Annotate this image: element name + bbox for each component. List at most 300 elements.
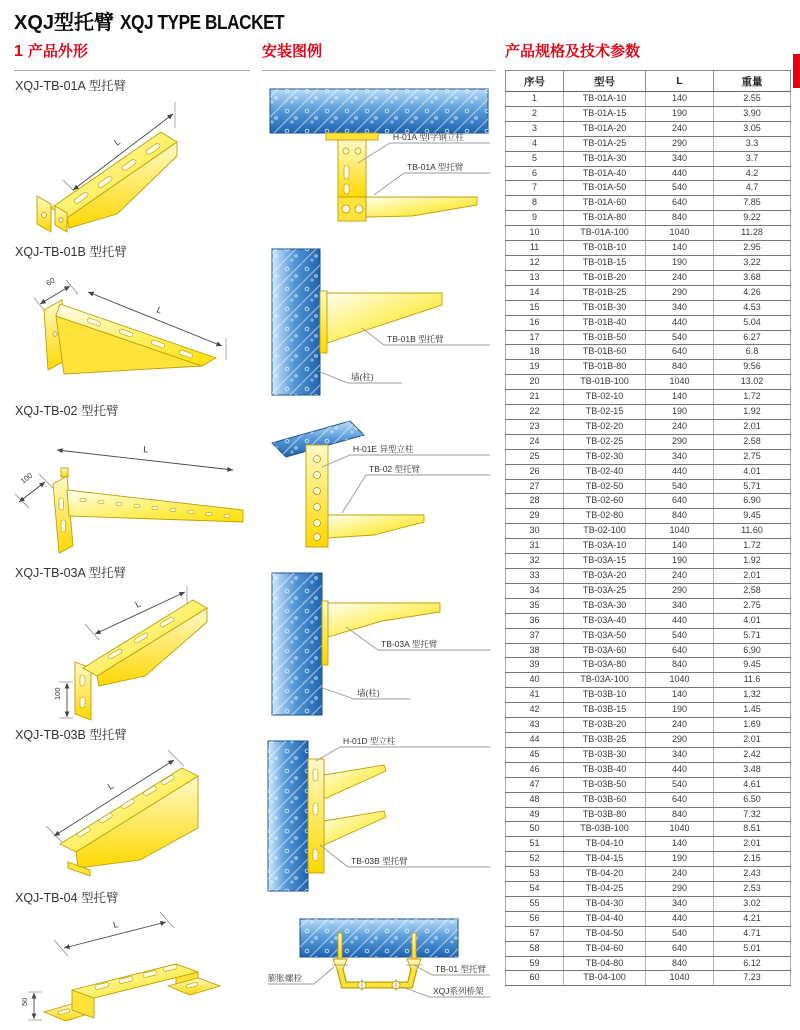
table-cell: 11.28 (714, 226, 791, 241)
table-cell: TB-03A-80 (564, 658, 646, 673)
table-row (506, 315, 791, 330)
table-cell: 2.75 (714, 598, 791, 613)
table-cell: 2.01 (714, 837, 791, 852)
table-cell: 13.02 (714, 375, 791, 390)
table-cell: 38 (506, 643, 564, 658)
table-cell: 50 (506, 822, 564, 837)
table-row (506, 136, 791, 151)
table-row (506, 732, 791, 747)
table-cell: TB-01B-20 (564, 270, 646, 285)
table-cell: 40 (506, 673, 564, 688)
table-cell: 840 (646, 211, 714, 226)
table-cell: TB-04-15 (564, 852, 646, 867)
table-cell: 58 (506, 941, 564, 956)
section-number: 1 (14, 43, 23, 60)
callout-label: TB-03A 型托臂 (381, 639, 438, 649)
table-cell: 140 (646, 688, 714, 703)
table-cell: 8.51 (714, 822, 791, 837)
table-cell: 1.92 (714, 554, 791, 569)
table-cell: 640 (646, 643, 714, 658)
table-cell: TB-01A-60 (564, 196, 646, 211)
table-cell: 440 (646, 762, 714, 777)
table-cell: 13 (506, 270, 564, 285)
table-cell: 56 (506, 911, 564, 926)
table-cell: 3.22 (714, 255, 791, 270)
table-cell: TB-01B-60 (564, 345, 646, 360)
table-cell: 3.7 (714, 151, 791, 166)
table-cell: 35 (506, 598, 564, 613)
table-row (506, 181, 791, 196)
table-cell: 23 (506, 419, 564, 434)
table-cell: 45 (506, 747, 564, 762)
table-cell: 10 (506, 226, 564, 241)
callout-label: H-01A 型I字钢立柱 (393, 132, 464, 142)
table-cell: 27 (506, 479, 564, 494)
table-cell: 2.75 (714, 449, 791, 464)
table-cell: TB-01A-25 (564, 136, 646, 151)
table-cell: TB-02-80 (564, 509, 646, 524)
table-cell: 3.3 (714, 136, 791, 151)
dim-label: L (133, 598, 143, 610)
table-cell: 140 (646, 390, 714, 405)
table-cell: 9 (506, 211, 564, 226)
dim-label: L (155, 304, 164, 316)
table-row (506, 583, 791, 598)
table-cell: 290 (646, 434, 714, 449)
page-edge-ribbon (793, 54, 800, 88)
table-cell: 46 (506, 762, 564, 777)
table-row (506, 703, 791, 718)
table-cell: 240 (646, 270, 714, 285)
table-row (506, 718, 791, 733)
table-cell: TB-04-25 (564, 882, 646, 897)
table-cell: TB-03A-60 (564, 643, 646, 658)
table-cell: 290 (646, 285, 714, 300)
table-row (506, 255, 791, 270)
table-cell: 340 (646, 598, 714, 613)
table-cell: TB-01B-80 (564, 360, 646, 375)
table-cell: 14 (506, 285, 564, 300)
table-cell: 5.71 (714, 628, 791, 643)
table-row (506, 405, 791, 420)
table-cell: 2.95 (714, 241, 791, 256)
table-cell: 240 (646, 569, 714, 584)
install-diagram-tb-01b (262, 243, 495, 400)
table-cell: 440 (646, 911, 714, 926)
table-cell: 1.32 (714, 688, 791, 703)
table-cell: 1.72 (714, 390, 791, 405)
table-cell: 16 (506, 315, 564, 330)
table-row (506, 539, 791, 554)
table-cell: 6.50 (714, 792, 791, 807)
table-cell: 340 (646, 300, 714, 315)
table-cell: TB-01B-30 (564, 300, 646, 315)
table-cell: 1040 (646, 822, 714, 837)
table-row (506, 285, 791, 300)
table-row (506, 345, 791, 360)
table-row (506, 166, 791, 181)
table-cell: 55 (506, 896, 564, 911)
table-cell: 340 (646, 151, 714, 166)
table-cell: 19 (506, 360, 564, 375)
table-cell: 4.61 (714, 777, 791, 792)
table-row (506, 151, 791, 166)
table-cell: 190 (646, 255, 714, 270)
table-cell: 840 (646, 807, 714, 822)
table-cell: 1040 (646, 971, 714, 986)
table-cell: TB-03B-30 (564, 747, 646, 762)
table-cell: 25 (506, 449, 564, 464)
table-header-cell: 序号 (506, 71, 564, 92)
table-row (506, 524, 791, 539)
table-cell: 2.55 (714, 92, 791, 107)
table-cell: TB-03B-80 (564, 807, 646, 822)
table-cell: 3.90 (714, 106, 791, 121)
table-row (506, 926, 791, 941)
table-row (506, 956, 791, 971)
table-cell: 39 (506, 658, 564, 673)
table-cell: 2.01 (714, 732, 791, 747)
table-cell: TB-04-30 (564, 896, 646, 911)
table-row (506, 792, 791, 807)
table-cell: 1.92 (714, 405, 791, 420)
table-cell: 49 (506, 807, 564, 822)
table-row (506, 852, 791, 867)
table-cell: 47 (506, 777, 564, 792)
table-cell: 3.02 (714, 896, 791, 911)
table-row (506, 494, 791, 509)
table-cell: 140 (646, 837, 714, 852)
table-cell: 4.26 (714, 285, 791, 300)
table-row (506, 941, 791, 956)
table-cell: 9.56 (714, 360, 791, 375)
install-diagram-tb-01a (262, 85, 495, 235)
table-row (506, 464, 791, 479)
table-cell: 190 (646, 405, 714, 420)
table-cell: TB-04-20 (564, 867, 646, 882)
table-cell: 32 (506, 554, 564, 569)
table-cell: 43 (506, 718, 564, 733)
product-label-tb-01b: XQJ-TB-01B 型托臂 (15, 245, 127, 259)
table-cell: 540 (646, 479, 714, 494)
table-cell: TB-02-40 (564, 464, 646, 479)
table-row (506, 330, 791, 345)
install-diagram-tb-03a (262, 565, 495, 720)
table-cell: 8 (506, 196, 564, 211)
table-cell: 59 (506, 956, 564, 971)
install-diagram-tb-02 (262, 415, 495, 555)
table-cell: TB-02-60 (564, 494, 646, 509)
section-heading-installation: 安装图例 (262, 40, 495, 71)
table-cell: TB-03A-40 (564, 613, 646, 628)
table-cell: 6.12 (714, 956, 791, 971)
table-cell: 540 (646, 926, 714, 941)
table-cell: 3.48 (714, 762, 791, 777)
spec-table-body (506, 92, 791, 986)
table-cell: TB-03B-60 (564, 792, 646, 807)
table-row (506, 747, 791, 762)
table-cell: 190 (646, 852, 714, 867)
table-row (506, 658, 791, 673)
callout-label: 墙(柱) (351, 372, 374, 382)
page-title-cn: XQJ型托臂 (14, 12, 115, 34)
table-row (506, 867, 791, 882)
dim-label: 50 (20, 997, 29, 1006)
page-title-en: XQJ TYPE BLACKET (120, 12, 285, 34)
table-cell: TB-01A-40 (564, 166, 646, 181)
table-cell: 21 (506, 390, 564, 405)
table-cell: TB-03B-15 (564, 703, 646, 718)
table-cell: TB-01B-25 (564, 285, 646, 300)
table-cell: 9.45 (714, 509, 791, 524)
install-diagram-tb-03b (262, 725, 495, 897)
table-cell: 41 (506, 688, 564, 703)
table-cell: 840 (646, 658, 714, 673)
product-drawing-tb-01a (15, 94, 250, 234)
product-drawing-tb-02 (5, 420, 250, 555)
table-cell: 24 (506, 434, 564, 449)
table-cell: 2.58 (714, 583, 791, 598)
table-cell: 540 (646, 181, 714, 196)
table-cell: 2.01 (714, 419, 791, 434)
install-diagram-tb-04 (262, 905, 495, 1027)
table-cell: TB-01A-30 (564, 151, 646, 166)
table-cell: 190 (646, 106, 714, 121)
table-cell: 240 (646, 121, 714, 136)
table-row (506, 807, 791, 822)
table-cell: 290 (646, 732, 714, 747)
dim-label: L (105, 780, 116, 792)
table-cell: TB-01A-20 (564, 121, 646, 136)
table-row (506, 241, 791, 256)
table-cell: 11.60 (714, 524, 791, 539)
table-cell: 42 (506, 703, 564, 718)
table-cell: 190 (646, 554, 714, 569)
table-cell: 18 (506, 345, 564, 360)
table-cell: 2.58 (714, 434, 791, 449)
table-cell: 6.8 (714, 345, 791, 360)
callout-label: TB-01A 型托臂 (407, 162, 464, 172)
table-cell: TB-04-80 (564, 956, 646, 971)
table-cell: TB-03A-100 (564, 673, 646, 688)
table-cell: 640 (646, 792, 714, 807)
table-cell: TB-02-25 (564, 434, 646, 449)
table-cell: 7.85 (714, 196, 791, 211)
table-cell: 1.72 (714, 539, 791, 554)
table-row (506, 479, 791, 494)
table-cell: 640 (646, 345, 714, 360)
table-cell: 540 (646, 628, 714, 643)
table-cell: 5.01 (714, 941, 791, 956)
table-cell: 7.32 (714, 807, 791, 822)
table-cell: TB-04-40 (564, 911, 646, 926)
product-label-tb-03b: XQJ-TB-03B 型托臂 (15, 728, 127, 742)
table-cell: TB-02-20 (564, 419, 646, 434)
table-cell: TB-01B-40 (564, 315, 646, 330)
table-cell: TB-02-50 (564, 479, 646, 494)
table-cell: 37 (506, 628, 564, 643)
table-header-cell: 型号 (564, 71, 646, 92)
table-cell: TB-02-10 (564, 390, 646, 405)
table-cell: 540 (646, 330, 714, 345)
table-cell: 340 (646, 449, 714, 464)
table-cell: 1 (506, 92, 564, 107)
table-row (506, 882, 791, 897)
table-cell: TB-01A-10 (564, 92, 646, 107)
table-cell: 340 (646, 896, 714, 911)
table-cell: 5.04 (714, 315, 791, 330)
table-row (506, 628, 791, 643)
table-cell: 52 (506, 852, 564, 867)
table-cell: 4.71 (714, 926, 791, 941)
table-cell: 4.53 (714, 300, 791, 315)
product-drawing-tb-03a (15, 580, 250, 722)
table-cell: 2.15 (714, 852, 791, 867)
table-row (506, 971, 791, 986)
callout-label: XQJ系列桥架 (433, 986, 484, 996)
table-cell: 290 (646, 136, 714, 151)
table-cell: 53 (506, 867, 564, 882)
table-cell: TB-04-10 (564, 837, 646, 852)
product-label-tb-01a: XQJ-TB-01A 型托臂 (15, 79, 127, 93)
table-row (506, 121, 791, 136)
table-row (506, 688, 791, 703)
callout-label: 墙(柱) (357, 688, 380, 698)
callout-label: H-01E 异型立柱 (353, 444, 414, 454)
table-row (506, 673, 791, 688)
callout-label: H-01D 型立柱 (343, 736, 396, 746)
table-cell: 240 (646, 867, 714, 882)
table-cell: 31 (506, 539, 564, 554)
table-cell: 7.23 (714, 971, 791, 986)
table-cell: 1040 (646, 673, 714, 688)
table-cell: TB-03B-20 (564, 718, 646, 733)
dim-label: 60 (44, 275, 57, 288)
table-cell: 26 (506, 464, 564, 479)
table-row (506, 106, 791, 121)
table-cell: 4.7 (714, 181, 791, 196)
table-cell: TB-04-100 (564, 971, 646, 986)
product-label-tb-02: XQJ-TB-02 型托臂 (15, 404, 119, 418)
dim-label: L (142, 444, 149, 455)
table-cell: 2.01 (714, 569, 791, 584)
table-row (506, 643, 791, 658)
spec-table-head (506, 71, 791, 92)
table-row (506, 613, 791, 628)
table-cell: 140 (646, 539, 714, 554)
table-cell: TB-03B-50 (564, 777, 646, 792)
table-cell: 1040 (646, 226, 714, 241)
table-cell: TB-01B-10 (564, 241, 646, 256)
table-cell: 340 (646, 747, 714, 762)
table-row (506, 390, 791, 405)
table-cell: 5.71 (714, 479, 791, 494)
table-cell: TB-02-100 (564, 524, 646, 539)
table-cell: 9.45 (714, 658, 791, 673)
table-cell: 2.53 (714, 882, 791, 897)
dim-label: 100 (53, 687, 62, 700)
table-cell: 57 (506, 926, 564, 941)
table-row (506, 569, 791, 584)
table-cell: 20 (506, 375, 564, 390)
table-cell: TB-01A-100 (564, 226, 646, 241)
product-drawing-tb-01b (10, 260, 250, 392)
table-cell: 3.05 (714, 121, 791, 136)
table-cell: TB-04-50 (564, 926, 646, 941)
table-cell: TB-03A-15 (564, 554, 646, 569)
table-cell: 640 (646, 494, 714, 509)
table-cell: TB-01A-50 (564, 181, 646, 196)
table-cell: TB-03A-20 (564, 569, 646, 584)
table-row (506, 837, 791, 852)
table-cell: 640 (646, 941, 714, 956)
table-cell: 6.90 (714, 643, 791, 658)
table-cell: 840 (646, 956, 714, 971)
table-cell: 54 (506, 882, 564, 897)
table-cell: 840 (646, 360, 714, 375)
table-header-cell: L (646, 71, 714, 92)
table-cell: 1040 (646, 524, 714, 539)
table-row (506, 598, 791, 613)
table-cell: 15 (506, 300, 564, 315)
table-cell: 22 (506, 405, 564, 420)
table-cell: 1.69 (714, 718, 791, 733)
table-cell: 5 (506, 151, 564, 166)
product-label-tb-04: XQJ-TB-04 型托臂 (15, 891, 119, 905)
table-cell: 30 (506, 524, 564, 539)
table-cell: 6.27 (714, 330, 791, 345)
table-cell: 3.68 (714, 270, 791, 285)
callout-label: TB-01 型托臂 (435, 964, 487, 974)
table-cell: TB-01B-15 (564, 255, 646, 270)
table-cell: TB-03B-10 (564, 688, 646, 703)
dim-label: 100 (18, 470, 35, 486)
table-cell: 190 (646, 703, 714, 718)
table-cell: 290 (646, 882, 714, 897)
section-heading-product-shape: 1 产品外形 (14, 40, 250, 71)
table-cell: TB-01B-100 (564, 375, 646, 390)
table-cell: TB-01A-15 (564, 106, 646, 121)
dim-label: L (112, 136, 123, 148)
callout-label: TB-01B 型托臂 (387, 334, 444, 344)
table-cell: TB-01A-80 (564, 211, 646, 226)
table-cell: 3 (506, 121, 564, 136)
spec-table (505, 70, 791, 986)
table-row (506, 211, 791, 226)
table-row (506, 896, 791, 911)
table-row (506, 509, 791, 524)
table-cell: 60 (506, 971, 564, 986)
table-cell: 33 (506, 569, 564, 584)
table-cell: 11.6 (714, 673, 791, 688)
table-cell: 6.90 (714, 494, 791, 509)
table-row (506, 449, 791, 464)
table-row (506, 300, 791, 315)
table-cell: 640 (646, 196, 714, 211)
table-cell: 7 (506, 181, 564, 196)
table-cell: TB-03B-40 (564, 762, 646, 777)
table-cell: TB-02-30 (564, 449, 646, 464)
table-cell: 4.01 (714, 613, 791, 628)
table-row (506, 92, 791, 107)
table-cell: TB-03A-25 (564, 583, 646, 598)
table-cell: 440 (646, 166, 714, 181)
callout-label: TB-02 型托臂 (369, 464, 421, 474)
table-cell: TB-02-15 (564, 405, 646, 420)
table-cell: 4.01 (714, 464, 791, 479)
table-row (506, 270, 791, 285)
table-cell: 440 (646, 613, 714, 628)
